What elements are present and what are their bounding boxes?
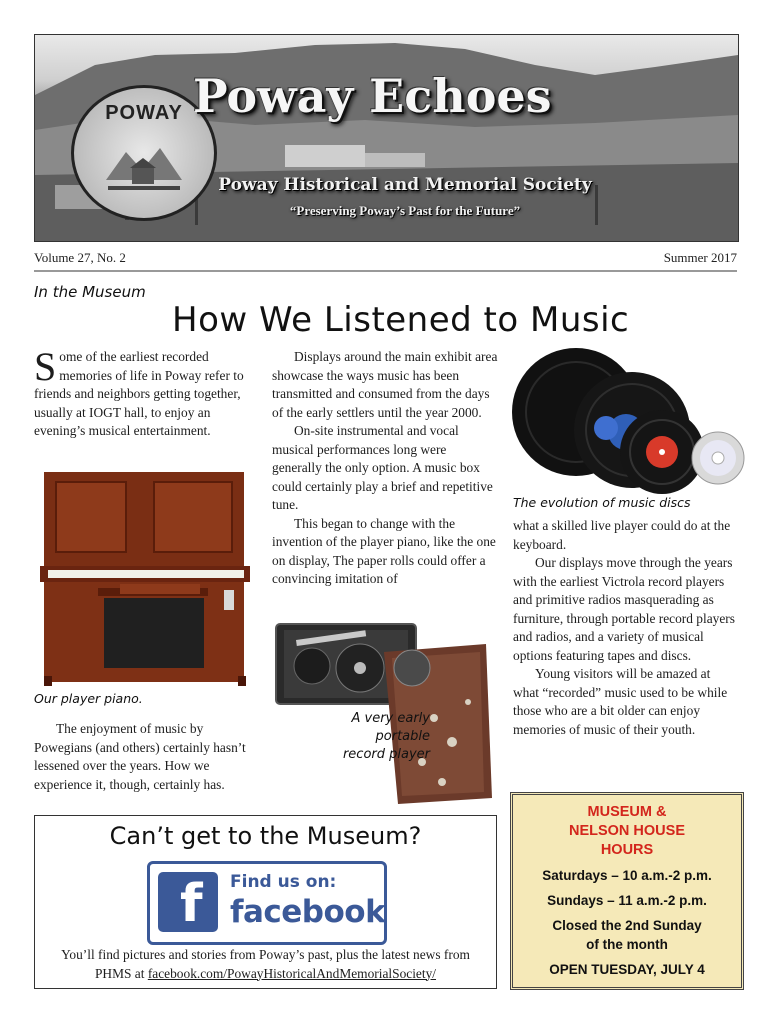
facebook-badge[interactable]	[147, 861, 387, 945]
hours-closed-line: Closed the 2nd Sunday	[552, 918, 702, 933]
article-paragraph: On-site instrumental and vocal musical performances long were generally the only option. A music box could certainly play a brief and repetitive tune.	[272, 423, 493, 512]
discs-caption: The evolution of music discs	[513, 495, 691, 510]
record-player-caption-line: portable	[375, 729, 430, 744]
facebook-wordmark: facebook	[230, 894, 386, 930]
hours-open-special: OPEN TUESDAY, JULY 4	[549, 962, 705, 977]
record-player-caption	[300, 710, 430, 764]
facebook-promo-text	[45, 946, 486, 983]
article-paragraph: Our displays move through the years with the earliest Victrola record players and primitive radios masquerading as furniture, through portable record players and radios, and a variety of musical options featuring tapes and discs.	[513, 555, 735, 663]
music-discs-photo	[508, 346, 746, 494]
society-name: Poway Historical and Memorial Society	[218, 175, 592, 195]
piano-caption: Our player piano.	[34, 691, 143, 706]
facebook-find-us-text: Find us on:	[230, 872, 337, 892]
article-paragraph: ome of the earliest recorded memories of life in Poway refer to friends and neighbors getting together, usually at IOGT hall, to enjoy an evening’s musical entertainment.	[34, 349, 244, 438]
hours-title-line: MUSEUM &	[587, 804, 667, 820]
hours-closed-line: of the month	[586, 937, 668, 952]
facebook-promo-heading: Can’t get to the Museum?	[109, 822, 422, 850]
player-piano-photo	[34, 466, 256, 688]
article-column-3	[513, 517, 739, 739]
hours-closed-note	[513, 916, 741, 954]
facebook-page-link[interactable]: facebook.com/PowayHistoricalAndMemorialSociety/	[147, 965, 437, 981]
section-kicker: In the Museum	[34, 283, 146, 301]
facebook-icon: f	[158, 872, 218, 932]
logo-text: POWAY	[105, 102, 183, 124]
hours-title-line: HOURS	[600, 842, 654, 858]
museum-hours-box	[510, 792, 744, 990]
record-player-caption-line: record player	[342, 747, 430, 762]
hours-title	[513, 803, 741, 860]
article-paragraph: what a skilled live player could do at the keyboard.	[513, 518, 731, 552]
article-column-1	[34, 344, 252, 441]
issue-season: Summer 2017	[663, 250, 737, 265]
masthead-banner	[34, 34, 739, 242]
article-paragraph: Displays around the main exhibit area showcase the ways music has been transmitted and consumed from the days of the early settlers until the year 2000.	[272, 349, 498, 420]
hours-title-line: NELSON HOUSE	[568, 823, 685, 839]
article-column-1-continued	[34, 720, 264, 794]
article-paragraph: Young visitors will be amazed at what “recorded” music used to be while those who are a bit older can enjoy memories of music of their youth.	[513, 666, 728, 737]
newsletter-title: Poway Echoes	[193, 69, 552, 123]
volume-number: Volume 27, No. 2	[34, 250, 126, 265]
hours-saturdays: Saturdays – 10 a.m.-2 p.m.	[542, 868, 712, 883]
facebook-promo-box	[34, 815, 497, 989]
article-column-2	[272, 348, 498, 589]
facebook-promo-description: You’ll find pictures and stories from Poway’s past, plus the latest news from PHMS at	[61, 947, 470, 981]
drop-cap: S	[34, 344, 57, 389]
article-headline: How We Listened to Music	[172, 300, 630, 340]
issue-line	[34, 248, 737, 272]
article-paragraph: This began to change with the invention of the player piano, like the one on display, The paper rolls could offer a convincing imitation of	[272, 515, 496, 586]
hours-sundays: Sundays – 11 a.m.-2 p.m.	[547, 893, 707, 908]
article-paragraph: The enjoyment of music by Powegians (and others) certainly hasn’t lessened over the years. How we experience it, though, certainly has.	[34, 721, 246, 792]
society-motto: “Preserving Poway’s Past for the Future”	[289, 203, 521, 218]
record-player-caption-line: A very early	[351, 711, 430, 726]
